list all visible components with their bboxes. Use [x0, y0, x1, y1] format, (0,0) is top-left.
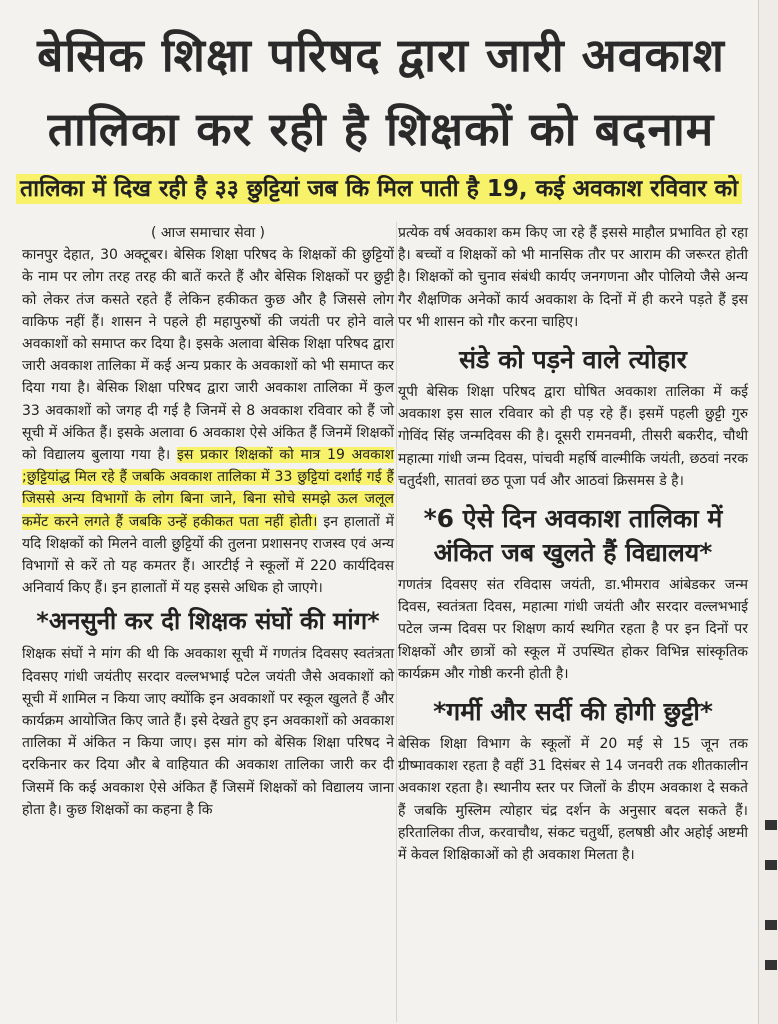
left-p1-part-a: कानपुर देहात, 30 अक्टूबर। बेसिक शिक्षा परिषद के शिक्षकों की छुट्टियों के नाम पर लोग तरह तरह की बातें करते हैं और बेसिक शिक्षकों पर छुट्टी को लेकर तंज कसते रहते हैं लेकिन हकीकत कुछ और है जिससे लोग वाकिफ नहीं हैं। शासन ने पहले ही महापुरुषों की जयंती पर होने वाले अवकाशों को समाप्त कर दिया है। इसके अलावा बेसिक शिक्षा परिषद द्वारा जारी अवकाश तालिका में कई अन्य प्रकार के अवकाशों को भी समाप्त कर दिया गया है। बेसिक शिक्षा परिषद द्वारा जारी अवकाश तालिका में कुल 33 अवकाशों को जगह दी गई है जिनमें से 8 अवकाश रविवार को हैं जो सूची में अंकित हैं। इसके अलावा 6 अवकाश ऐसे अंकित हैं जिनमें शिक्षकों को विद्यालय बुलाया गया है।	[22, 247, 394, 464]
section-heading-six-days-a: *6 ऐसे दिन अवकाश तालिका में	[423, 504, 723, 534]
subheadline-text: तालिका में दिख रही है ३३ छुट्टियां जब कि मिल पाती है 19, कई अवकाश रविवार को	[16, 174, 742, 204]
section-heading-six-days-b: अंकित जब खुलते हैं विद्यालय*	[433, 538, 713, 568]
headline-line-1: बेसिक शिक्षा परिषद द्वारा जारी अवकाश	[37, 28, 725, 82]
adjacent-clipping-edge	[758, 0, 778, 1024]
right-column	[398, 222, 748, 866]
left-p1-part-b: इन हालातों में यदि शिक्षकों को मिलने वाली छुट्टियों की तुलना प्रशासनए राजस्व एवं अन्य विभागों से करें तो यह कमतर हैं। आरटीई ने स्कूलों में 220 कार्यदिवस अनिवार्य किए हैं। इन हालातों में यह इससे अधिक हो जाएगे।	[22, 513, 394, 597]
edge-fragment	[765, 860, 777, 870]
headline-line-2: तालिका कर रही है शिक्षकों को बदनाम	[47, 102, 715, 156]
column-divider	[396, 222, 397, 1022]
right-paragraph-4: बेसिक शिक्षा विभाग के स्कूलों में 20 मई से 15 जून तक ग्रीष्मावकाश रहता है वहीं 31 दिसंबर से 14 जनवरी तक शीतकालीन अवकाश रहता है। स्थानीय स्तर पर जिलों के डीएम अवकाश दे सकते हैं जबकि मुस्लिम त्योहार चंद्र दर्शन के अनुसार बदल सकते हैं। हरितालिका तीज, करवाचौथ, संकट चतुर्थी, हलषष्ठी और अहोई अष्टमी में केवल शिक्षिकाओं को ही अवकाश मिलता है।	[398, 736, 748, 864]
highlighted-passage: इस प्रकार शिक्षकों को मात्र 19 अवकाश ;छुट्टियांद्ध मिल रहे हैं जबकि अवकाश तालिका में 33 छुट्टियां दर्शाई गई हैं जिससे अन्य विभागों के लोग बिना जाने, बिना सोचे समझे ऊल जलूल कमेंट करने लगते हैं जबकि उन्हें हकीकत पता नहीं होती।	[22, 447, 395, 530]
left-paragraph-1	[22, 244, 394, 599]
edge-fragment	[765, 960, 777, 970]
right-paragraph-3: गणतंत्र दिवसए संत रविदास जयंती, डा.भीमराव आंबेडकर जन्म दिवस, स्वतंत्रता दिवस, महात्मा गांधी जयंती और सरदार वल्लभभाई पटेल जन्म दिवस पर शिक्षण कार्य स्थगित रहता है पर इन दिनों पर शिक्षकों और छात्रों को स्कूल में उपस्थित होकर विभिन्न सांस्कृतिक कार्यक्रम और गोष्ठी करनी होती है।	[398, 577, 748, 682]
section-heading-demand: *अनसुनी कर दी शिक्षक संघों की मांग*	[36, 607, 380, 636]
subheadline	[16, 168, 756, 210]
left-paragraph-2: शिक्षक संघों ने मांग की थी कि अवकाश सूची में गणतंत्र दिवसए स्वतंत्रता दिवसए गांधी जयंतीए सरदार वल्लभभाई पटेल जयंती जैसे अवकाशों को सूची में शामिल न किया जाए क्योंकि इन अवकाशों पर स्कूल खुलते हैं और कार्यक्रम आयोजित किए जाते हैं। इसे देखते हुए इन अवकाशों को अवकाश तालिका में अंकित न किया जाए। इस मांग को बेसिक शिक्षा परिषद ने दरकिनार कर दिया और बे वाहियात की अवकाश तालिका जारी कर दी जिसमें कि कई अवकाश ऐसे अंकित हैं जिसमें शिक्षकों को विद्यालय जाना होता है। कुछ शिक्षकों का कहना है कि	[22, 646, 394, 818]
section-heading-sunday-festivals: संडे को पड़ने वाले त्योहार	[459, 345, 687, 375]
left-column	[22, 222, 394, 821]
right-paragraph-1: प्रत्येक वर्ष अवकाश कम किए जा रहे हैं इससे माहौल प्रभावित हो रहा है। बच्चों व शिक्षकों को भी मानसिक तौर पर आराम की जरूरत होती है। शिक्षकों को चुनाव संबंधी कार्यए जनगणना और पोलियो जैसे अन्य गैर शैक्षणिक अनेकों कार्य अवकाश के दिनों में ही करने पड़ते हैं इस पर भी शासन को गौर करना चाहिए।	[398, 225, 748, 330]
right-paragraph-2: यूपी बेसिक शिक्षा परिषद द्वारा घोषित अवकाश तालिका में कई अवकाश इस साल रविवार को ही पड़ रहे हैं। इसमें पहली छुट्टी गुरु गोविंद सिंह जन्मदिवस की है। दूसरी रामनवमी, तीसरी बकरीद, चौथी महात्मा गांधी जन्म दिवस, पांचवी महर्षि वाल्मीकि जयंती, छठवां नरक चतुर्दशी, सातवां छठ पूजा पर्व और आठवां क्रिसमस डे है।	[398, 384, 748, 489]
section-heading-summer-winter: *गर्मी और सर्दी की होगी छुट्टी*	[433, 697, 713, 727]
edge-fragment	[765, 820, 777, 830]
news-agency-credit: ( आज समाचार सेवा )	[151, 225, 265, 241]
edge-fragment	[765, 920, 777, 930]
